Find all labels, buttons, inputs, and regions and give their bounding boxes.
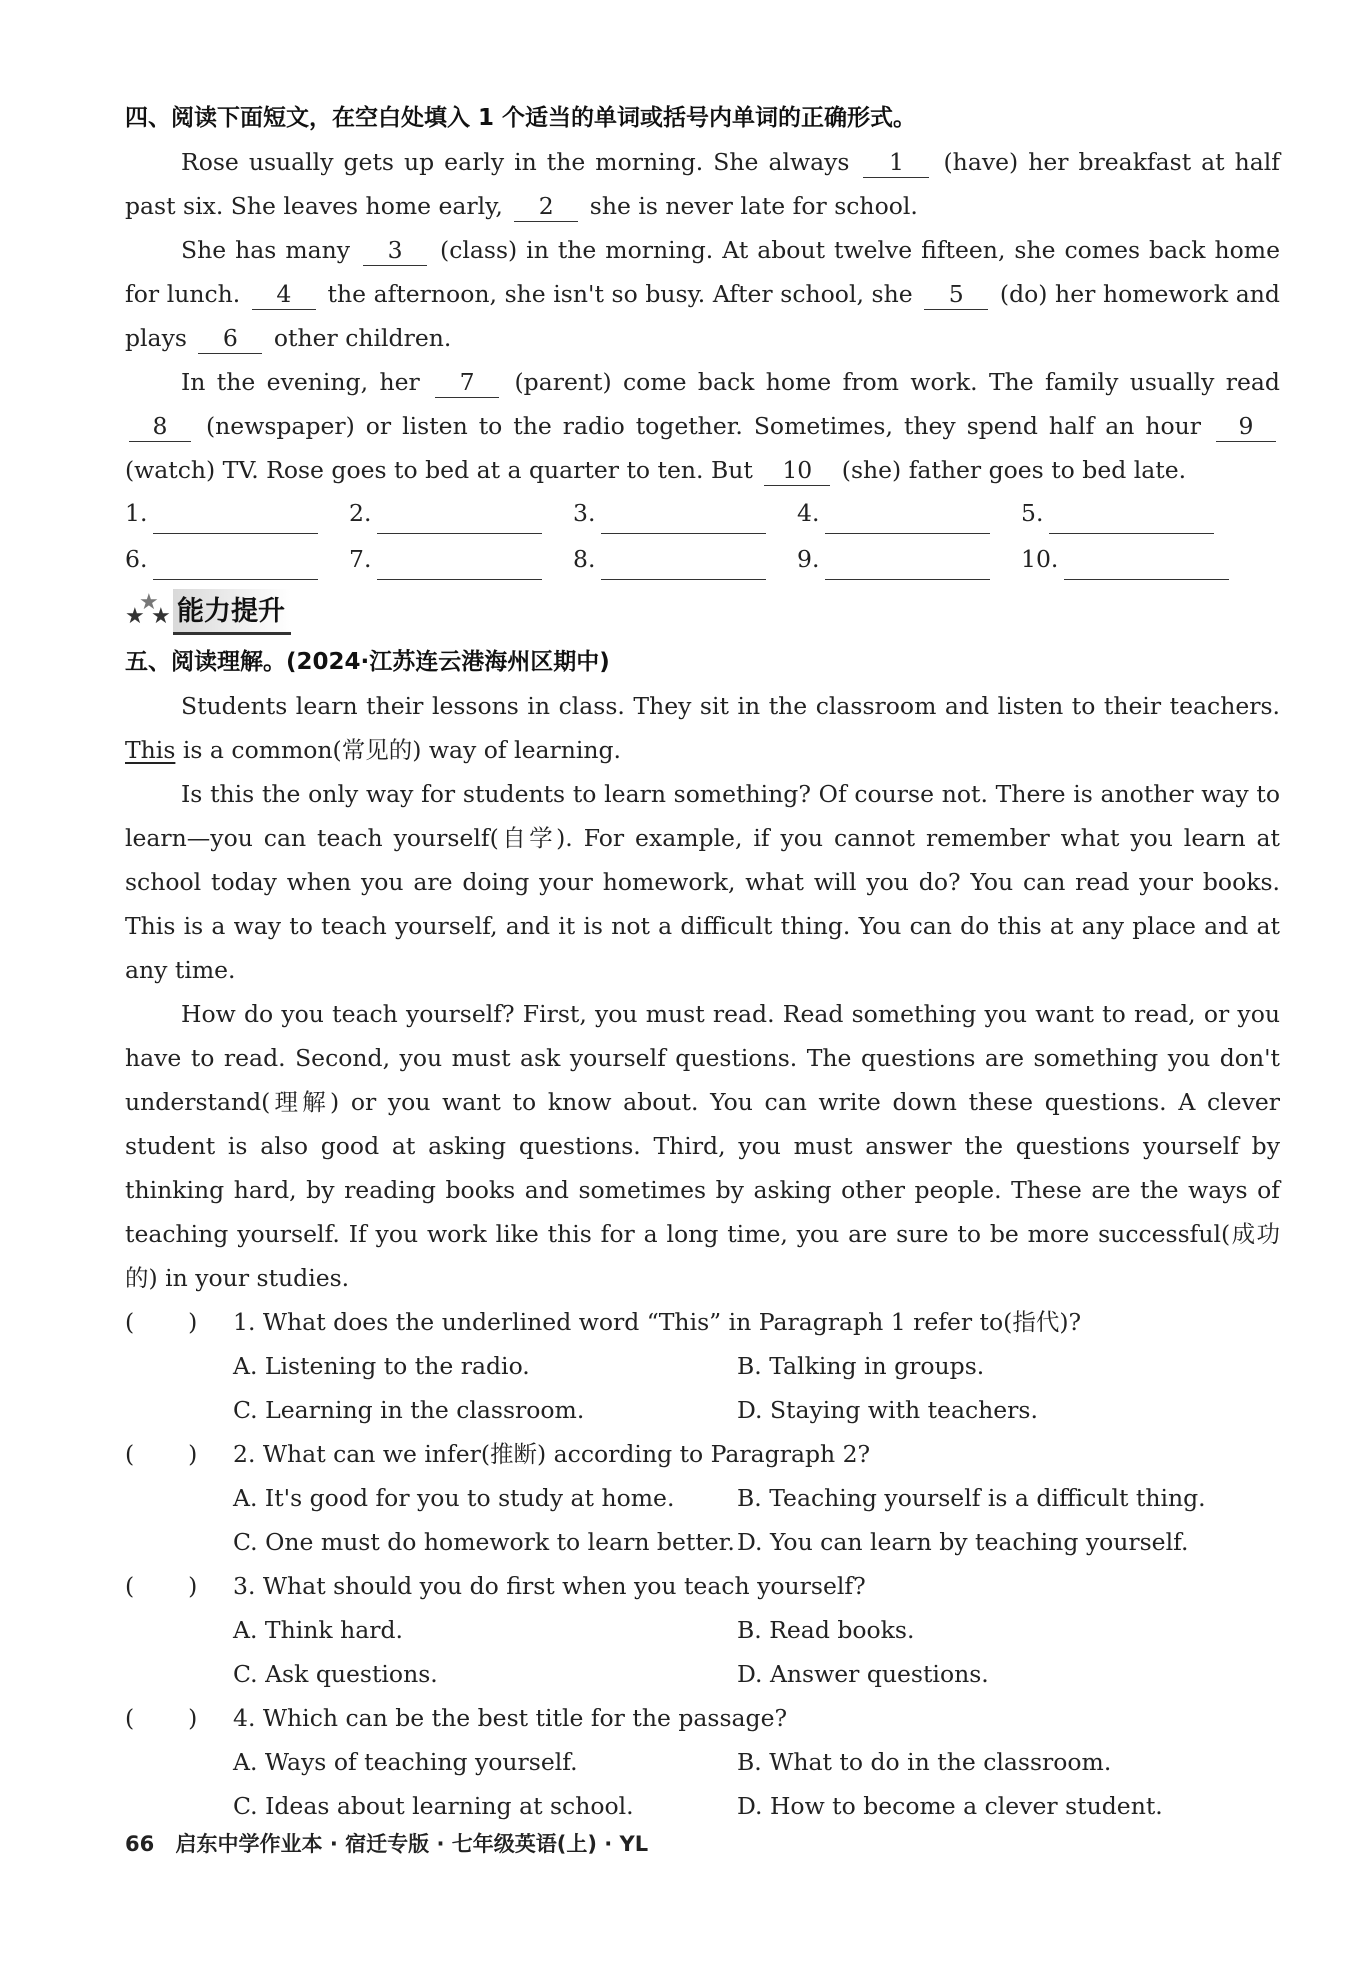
cloze-text: the afternoon, she isn't so busy. After school, she (327, 280, 913, 308)
option-c[interactable]: C. Ideas about learning at school. (233, 1792, 634, 1820)
cloze-blank-3: 3 (363, 235, 427, 266)
option-a[interactable]: A. It's good for you to study at home. (233, 1484, 675, 1512)
option-a[interactable]: A. Listening to the radio. (233, 1352, 530, 1380)
cloze-blank-2: 2 (514, 191, 578, 222)
cloze-text: she is never late for school. (589, 192, 918, 220)
option-c[interactable]: C. Ask questions. (233, 1660, 438, 1688)
cloze-text: other children. (273, 324, 452, 352)
ability-banner (125, 584, 1280, 640)
cloze-text: (do) her homework and plays (125, 280, 1280, 352)
option-a[interactable]: A. Ways of teaching yourself. (233, 1748, 578, 1776)
options-row (125, 1784, 1280, 1828)
cloze-text: (have) her breakfast at half past six. She leaves home early, (125, 148, 1280, 220)
cloze-text: (newspaper) or listen to the radio together. Sometimes, they spend half an hour (206, 412, 1201, 440)
answer-line[interactable] (601, 506, 766, 534)
reading-paragraph-1: Students learn their lessons in class. They sit in the classroom and listen to their teachers. This is a common(常见的) way of learning. (125, 692, 1280, 764)
cloze-blank-5: 5 (924, 279, 988, 310)
question-3 (125, 1564, 1280, 1608)
options-row (125, 1652, 1280, 1696)
answer-bracket[interactable]: ( ) (125, 1704, 198, 1732)
cloze-blank-1: 1 (863, 147, 929, 178)
cloze-blank-4: 4 (252, 279, 316, 310)
answer-slot[interactable]: 3. (573, 492, 797, 534)
answer-bracket[interactable]: ( ) (125, 1308, 198, 1336)
option-a[interactable]: A. Think hard. (233, 1616, 403, 1644)
answer-slot[interactable]: 6. (125, 538, 349, 580)
option-d[interactable]: D. Answer questions. (737, 1660, 989, 1688)
answer-line[interactable] (153, 552, 318, 580)
cloze-text: In the evening, her (181, 368, 420, 396)
answer-slot[interactable]: 8. (573, 538, 797, 580)
question-4 (125, 1696, 1280, 1740)
question-text: 2. What can we infer(推断) according to Paragraph 2? (233, 1440, 871, 1468)
answer-grid (125, 492, 1280, 580)
banner-title: 能力提升 (173, 589, 291, 635)
answer-slot[interactable]: 9. (797, 538, 1021, 580)
section5-heading: 五、阅读理解。(2024·江苏连云港海州区期中) (125, 649, 610, 675)
option-c[interactable]: C. Learning in the classroom. (233, 1396, 585, 1424)
answer-slot[interactable]: 4. (797, 492, 1021, 534)
answer-line[interactable] (153, 506, 318, 534)
answer-bracket[interactable]: ( ) (125, 1440, 198, 1468)
options-row (125, 1388, 1280, 1432)
cloze-blank-9: 9 (1216, 411, 1276, 442)
reading-paragraph-2: Is this the only way for students to learn something? Of course not. There is another way to learn—you can teach yourself(自学). For example, if you cannot remember what you learn at school today when you are doing your homework, what will you do? You can read your books. This is a way to teach yourself, and it is not a difficult thing. You can do this at any place and at any time. (125, 780, 1280, 984)
cloze-blank-10: 10 (764, 455, 830, 486)
cloze-text: (watch) TV. Rose goes to bed at a quarter to ten. But (125, 456, 753, 484)
question-text: 1. What does the underlined word “This” in Paragraph 1 refer to(指代)? (233, 1308, 1082, 1336)
answer-bracket[interactable]: ( ) (125, 1572, 198, 1600)
cloze-paragraph-3 (125, 360, 1280, 492)
cloze-blank-6: 6 (198, 323, 262, 354)
answer-slot[interactable]: 5. (1021, 492, 1245, 534)
cloze-text: Rose usually gets up early in the morning. She always (181, 148, 850, 176)
page-content (125, 96, 1280, 1828)
answer-line[interactable] (1049, 506, 1214, 534)
cloze-blank-7: 7 (435, 367, 499, 398)
cloze-blank-8: 8 (129, 411, 191, 442)
answer-line[interactable] (601, 552, 766, 580)
page-footer (125, 1828, 648, 1858)
cloze-paragraph-1 (125, 140, 1280, 228)
cloze-text: (she) father goes to bed late. (841, 456, 1187, 484)
option-b[interactable]: B. What to do in the classroom. (737, 1748, 1112, 1776)
book-title: 启东中学作业本 · 宿迁专版 · 七年级英语(上) · YL (175, 1832, 649, 1856)
option-b[interactable]: B. Read books. (737, 1616, 915, 1644)
option-c[interactable]: C. One must do homework to learn better. (233, 1528, 735, 1556)
option-d[interactable]: D. Staying with teachers. (737, 1396, 1038, 1424)
question-text: 4. Which can be the best title for the passage? (233, 1704, 788, 1732)
answer-line[interactable] (825, 552, 990, 580)
options-row (125, 1608, 1280, 1652)
answer-slot[interactable]: 1. (125, 492, 349, 534)
option-b[interactable]: B. Teaching yourself is a difficult thing. (737, 1484, 1206, 1512)
option-d[interactable]: D. You can learn by teaching yourself. (737, 1528, 1189, 1556)
stars-icon: ★ ★ ★ (125, 590, 171, 629)
option-b[interactable]: B. Talking in groups. (737, 1352, 985, 1380)
options-row (125, 1520, 1280, 1564)
section4-heading: 四、阅读下面短文，在空白处填入 1 个适当的单词或括号内单词的正确形式。 (125, 105, 917, 131)
question-1 (125, 1300, 1280, 1344)
answer-line[interactable] (825, 506, 990, 534)
cloze-text: (parent) come back home from work. The family usually read (514, 368, 1280, 396)
answer-line[interactable] (377, 552, 542, 580)
answer-slot[interactable]: 10. (1021, 538, 1245, 580)
question-text: 3. What should you do first when you teach yourself? (233, 1572, 866, 1600)
options-row (125, 1476, 1280, 1520)
underlined-word: This (125, 736, 176, 764)
options-row (125, 1344, 1280, 1388)
cloze-paragraph-2 (125, 228, 1280, 360)
options-row (125, 1740, 1280, 1784)
answer-line[interactable] (1064, 552, 1229, 580)
page-number: 66 (125, 1832, 155, 1856)
answer-line[interactable] (377, 506, 542, 534)
cloze-text: She has many (181, 236, 351, 264)
option-d[interactable]: D. How to become a clever student. (737, 1792, 1163, 1820)
answer-slot[interactable]: 7. (349, 538, 573, 580)
cloze-text: (class) in the morning. At about twelve fifteen, she comes back home for lunch. (125, 236, 1280, 308)
reading-paragraph-3: How do you teach yourself? First, you must read. Read something you want to read, or you have to read. Second, you must ask yourself questions. The questions are something you don't understand(理解) or you want to know about. You can write down these questions. A clever student is also good at asking questions. Third, you must answer the questions yourself by thinking hard, by reading books and sometimes by asking other people. These are the ways of teaching yourself. If you work like this for a long time, you are sure to be more successful(成功的) in your studies. (125, 1000, 1280, 1292)
question-2 (125, 1432, 1280, 1476)
answer-slot[interactable]: 2. (349, 492, 573, 534)
